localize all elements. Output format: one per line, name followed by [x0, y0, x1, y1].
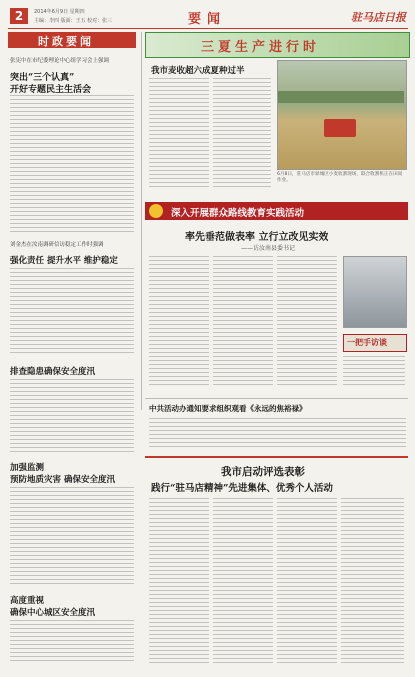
story5-title-line2: 确保中心城区安全度汛	[10, 608, 96, 618]
story2-title: 强化责任 提升水平 维护稳定	[10, 256, 118, 266]
bottom-section	[145, 456, 408, 672]
story5-body	[10, 620, 134, 664]
page-header	[8, 6, 408, 29]
bottom-body-d	[341, 498, 404, 666]
tree-line	[278, 91, 404, 103]
editor-line: 主编：李四 版面：王五 校对：张三	[34, 18, 113, 24]
date-line: 2014年6月9日 星期四	[34, 9, 85, 15]
story1-body	[10, 95, 134, 235]
campaign-banner-label: 深入开展群众路线教育实践活动	[171, 208, 305, 219]
notice-title: 中共活动办通知要求组织观看《永远的焦裕禄》	[149, 404, 307, 413]
harvest-story-title: 我市麦收超六成夏种过半	[151, 66, 245, 76]
interview-body-a	[149, 256, 209, 386]
bottom-body-c	[277, 498, 337, 666]
interview-badge-label: 一把手访谈	[347, 337, 387, 347]
harvest-section	[145, 32, 408, 198]
harvest-story-body-b	[213, 78, 271, 190]
story5-title-line1: 高度重视	[10, 596, 45, 606]
story4-body	[10, 487, 134, 587]
story1-lead: 张宪中在市纪委理论中心组学习会上强调	[10, 58, 110, 64]
interview-body-b	[213, 256, 273, 386]
story4-title-line2: 预防地质灾害 确保安全度汛	[10, 475, 115, 485]
politics-banner-label: 时政要闻	[38, 35, 94, 48]
story1-title-line1: 突出“三个认真”	[10, 73, 75, 83]
section-title: 要闻	[188, 12, 227, 27]
campaign-section	[145, 202, 408, 392]
story2-lead: 刘金杰在汝南调研信访稳定工作时强调	[10, 242, 104, 248]
photo-caption: 6月8日，驻马店市驿城区小麦收割现场，联合收割机正在田间作业。	[277, 172, 403, 183]
bottom-body-a	[149, 498, 209, 666]
interview-title: 率先垂范做表率 立行立改见实效	[185, 232, 329, 243]
interview-body-c	[277, 256, 337, 386]
story4-title-line1: 加强监测	[10, 463, 45, 473]
interview-portrait	[343, 256, 407, 328]
harvest-story-body-a	[149, 78, 209, 190]
page-number: 2	[10, 8, 28, 24]
harvest-photo	[277, 60, 407, 170]
story1-title-line2: 开好专题民主生活会	[10, 85, 92, 95]
story2-body	[10, 268, 134, 356]
story3-body	[10, 379, 134, 453]
interview-body-d	[343, 356, 405, 386]
bottom-body-b	[213, 498, 273, 666]
harvest-banner-label: 三夏生产进行时	[201, 40, 321, 55]
story3-title: 排查隐患确保安全度汛	[10, 367, 96, 377]
bottom-headline-line1: 我市启动评选表彰	[221, 466, 305, 478]
harvester-icon	[324, 119, 356, 137]
notice-body	[149, 418, 406, 450]
party-emblem-icon	[149, 204, 163, 218]
column-divider	[141, 32, 142, 410]
interview-subtitle: ——访汝南县委书记	[241, 245, 296, 252]
bottom-headline-line2: 践行“驻马店精神”先进集体、优秀个人活动	[151, 483, 333, 494]
masthead: 驻马店日报	[351, 11, 406, 24]
left-column	[8, 32, 138, 667]
